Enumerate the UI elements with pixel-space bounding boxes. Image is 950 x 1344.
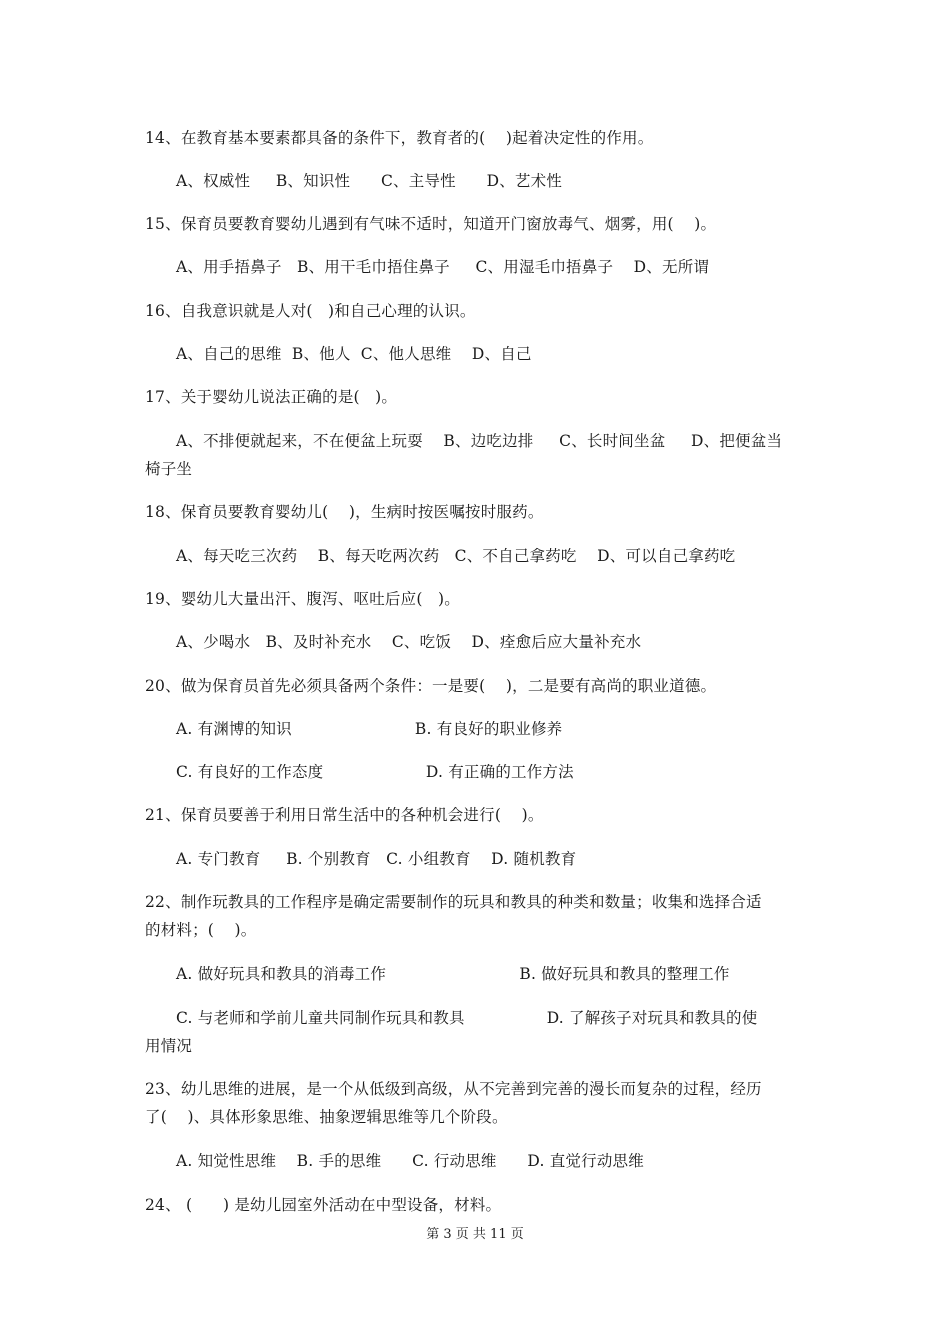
question-14-options: A、权威性 B、知识性 C、主导性 D、艺术性	[176, 172, 563, 190]
question-23-options: A. 知觉性思维 B. 手的思维 C. 行动思维 D. 直觉行动思维	[176, 1152, 644, 1170]
question-19-options: A、少喝水 B、及时补充水 C、吃饭 D、痊愈后应大量补充水	[176, 633, 642, 651]
question-15-stem: 15、保育员要教育婴幼儿遇到有气味不适时，知道开门窗放毒气、烟雾，用( )。	[145, 215, 717, 233]
question-17-options-cont: 椅子坐	[145, 460, 193, 478]
question-20-stem: 20、做为保育员首先必须具备两个条件：一是要( )，二是要有高尚的职业道德。	[145, 677, 717, 695]
question-14-stem: 14、在教育基本要素都具备的条件下，教育者的( )起着决定性的作用。	[145, 129, 654, 147]
question-22-stem-cont: 的材料；( )。	[145, 921, 257, 939]
question-15-options: A、用手捂鼻子 B、用干毛巾捂住鼻子 C、用湿毛巾捂鼻子 D、无所谓	[176, 258, 710, 276]
page-number-footer: 第 3 页 共 11 页	[426, 1227, 524, 1242]
question-17-options: A、不排便就起来，不在便盆上玩耍 B、边吃边排 C、长时间坐盆 D、把便盆当	[176, 432, 783, 450]
question-23-stem: 23、幼儿思维的进展，是一个从低级到高级，从不完善到完善的漫长而复杂的过程，经历	[145, 1080, 762, 1098]
question-17-stem: 17、关于婴幼儿说法正确的是( )。	[145, 388, 398, 406]
question-22-options-ab: A. 做好玩具和教具的消毒工作 B. 做好玩具和教具的整理工作	[176, 965, 730, 983]
question-19-stem: 19、婴幼儿大量出汗、腹泻、呕吐后应( )。	[145, 590, 460, 608]
question-21-options: A. 专门教育 B. 个别教育 C. 小组教育 D. 随机教育	[176, 850, 577, 868]
question-18-options: A、每天吃三次药 B、每天吃两次药 C、不自己拿药吃 D、可以自己拿药吃	[176, 547, 736, 565]
question-23-stem-cont: 了( )、具体形象思维、抽象逻辑思维等几个阶段。	[145, 1108, 508, 1126]
question-22-stem: 22、制作玩教具的工作程序是确定需要制作的玩具和教具的种类和数量；收集和选择合适	[145, 893, 762, 911]
question-22-options-cont: 用情况	[145, 1037, 193, 1055]
question-22-options-cd: C. 与老师和学前儿童共同制作玩具和教具 D. 了解孩子对玩具和教具的使	[176, 1009, 758, 1027]
question-24-stem: 24、 ( ) 是幼儿园室外活动在中型设备，材料。	[145, 1196, 502, 1214]
question-18-stem: 18、保育员要教育婴幼儿( )，生病时按医嘱按时服药。	[145, 503, 544, 521]
question-20-options-cd: C. 有良好的工作态度 D. 有正确的工作方法	[176, 763, 574, 781]
question-20-options-ab: A. 有渊博的知识 B. 有良好的职业修养	[176, 720, 563, 738]
question-16-options: A、自己的思维 B、他人 C、他人思维 D、自己	[176, 345, 532, 363]
question-16-stem: 16、自我意识就是人对( )和自己心理的认识。	[145, 302, 476, 320]
question-21-stem: 21、保育员要善于利用日常生活中的各种机会进行( )。	[145, 806, 544, 824]
